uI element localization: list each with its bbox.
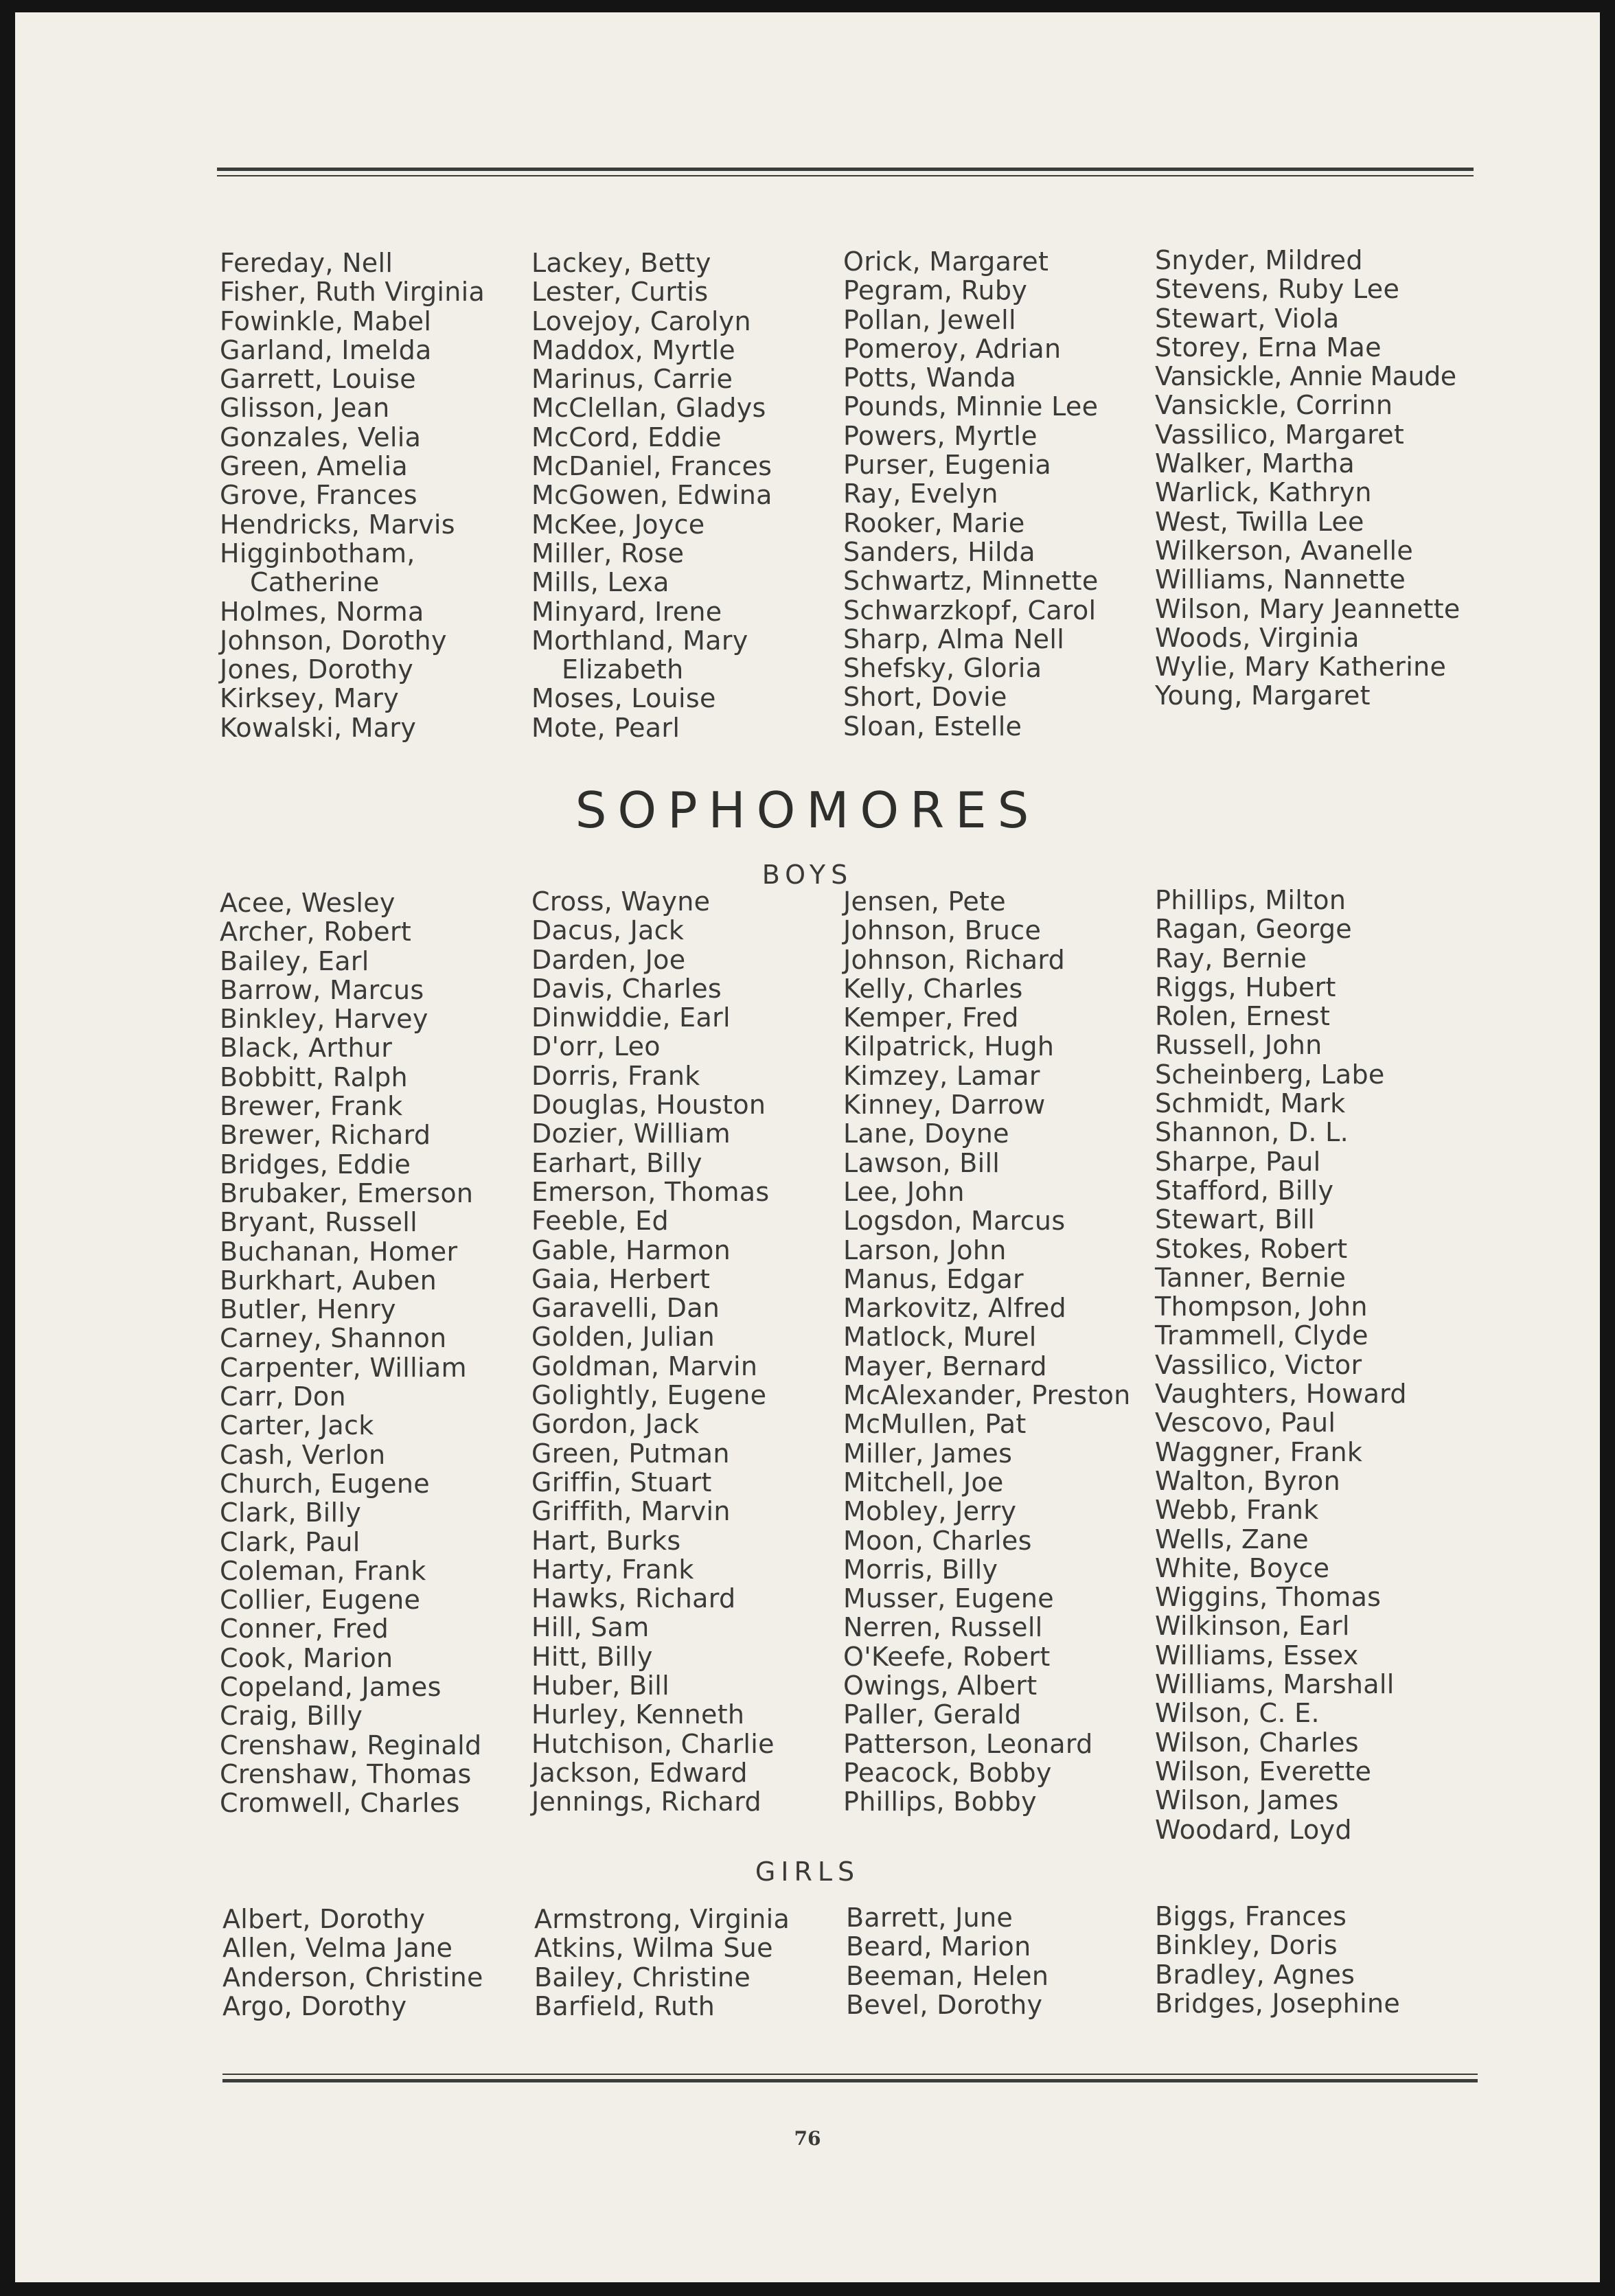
- name-entry: Darden, Joe: [531, 944, 686, 975]
- name-entry: White, Boyce: [1155, 1552, 1330, 1583]
- name-entry: Vassilico, Victor: [1155, 1349, 1362, 1380]
- name-entry: Owings, Albert: [843, 1671, 1038, 1701]
- name-entry: Archer, Robert: [220, 917, 412, 948]
- name-entry: Vansickle, Annie Maude: [1155, 361, 1456, 392]
- name-entry: Dozier, William: [531, 1118, 731, 1149]
- name-entry: McGowen, Edwina: [531, 480, 772, 511]
- name-entry: Craig, Billy: [220, 1701, 363, 1732]
- name-entry: Barrow, Marcus: [220, 974, 424, 1005]
- name-entry: Vaughters, Howard: [1155, 1379, 1407, 1410]
- name-entry: Stafford, Billy: [1155, 1175, 1334, 1206]
- name-entry: Paller, Gerald: [843, 1699, 1022, 1730]
- name-entry: Holmes, Norma: [220, 596, 424, 627]
- name-entry: Wiggins, Thomas: [1155, 1582, 1382, 1613]
- name-entry: Rooker, Marie: [843, 507, 1025, 538]
- name-entry: Warlick, Kathryn: [1155, 477, 1372, 508]
- name-entry: Binkley, Doris: [1155, 1930, 1338, 1961]
- name-entry: Marinus, Carrie: [531, 364, 733, 395]
- name-entry: Woods, Virginia: [1155, 622, 1360, 653]
- name-entry: Douglas, Houston: [531, 1090, 766, 1121]
- name-entry: Jennings, Richard: [531, 1787, 761, 1817]
- name-entry: Brewer, Richard: [220, 1120, 431, 1151]
- name-entry: Vassilico, Margaret: [1155, 419, 1405, 450]
- name-entry: Higginbotham,: [220, 538, 415, 569]
- name-entry: Musser, Eugene: [843, 1583, 1054, 1614]
- name-entry: Dinwiddie, Earl: [531, 1002, 731, 1033]
- name-entry: Shannon, D. L.: [1155, 1117, 1349, 1148]
- name-entry: Mitchell, Joe: [843, 1467, 1004, 1497]
- name-entry: Binkley, Harvey: [220, 1004, 428, 1035]
- name-entry: Wilkerson, Avanelle: [1155, 535, 1413, 566]
- top-double-rule: [217, 168, 1474, 181]
- name-entry: Earhart, Billy: [531, 1147, 702, 1178]
- name-entry: Lee, John: [843, 1176, 965, 1207]
- name-entry: McKee, Joyce: [531, 509, 705, 540]
- name-entry: Jones, Dorothy: [220, 654, 414, 685]
- name-entry: McAlexander, Preston: [843, 1380, 1131, 1411]
- name-entry: Golightly, Eugene: [531, 1380, 767, 1411]
- name-entry: Church, Eugene: [220, 1468, 430, 1499]
- name-entry: Carr, Don: [220, 1381, 346, 1412]
- boys-column-3: [843, 887, 1152, 1817]
- name-entry: Cromwell, Charles: [220, 1788, 460, 1819]
- name-entry: O'Keefe, Robert: [843, 1641, 1051, 1672]
- name-entry-continuation: Elizabeth: [562, 654, 684, 685]
- name-entry: Green, Amelia: [220, 451, 408, 482]
- name-entry: Phillips, Bobby: [843, 1787, 1037, 1817]
- name-entry: Mote, Pearl: [531, 712, 680, 743]
- name-entry: Mayer, Bernard: [843, 1351, 1047, 1381]
- name-entry: Maddox, Myrtle: [531, 334, 735, 365]
- girls-column-3: [846, 1903, 1155, 2019]
- name-entry: Walker, Martha: [1155, 448, 1355, 479]
- name-entry: Carter, Jack: [220, 1410, 374, 1441]
- name-entry: Clark, Paul: [220, 1526, 360, 1557]
- name-entry: Johnson, Richard: [843, 944, 1066, 975]
- name-entry: Peacock, Bobby: [843, 1757, 1052, 1788]
- name-entry: Garland, Imelda: [220, 334, 432, 365]
- page-number: 76: [794, 2127, 821, 2150]
- name-entry: Pomeroy, Adrian: [843, 333, 1062, 364]
- name-entry: Williams, Marshall: [1155, 1669, 1395, 1700]
- girls-column-2: [534, 1905, 843, 2021]
- name-entry: Anderson, Christine: [222, 1962, 483, 1993]
- name-entry: Trammell, Clyde: [1155, 1320, 1368, 1351]
- name-entry: Brubaker, Emerson: [220, 1178, 474, 1208]
- name-entry: Lovejoy, Carolyn: [531, 306, 751, 336]
- name-entry: Stevens, Ruby Lee: [1155, 274, 1400, 305]
- name-entry: Goldman, Marvin: [531, 1351, 758, 1381]
- name-entry: Fisher, Ruth Virginia: [220, 277, 485, 308]
- name-entry: Lester, Curtis: [531, 277, 709, 308]
- name-entry: Wilson, Mary Jeannette: [1155, 593, 1461, 624]
- name-entry: Ray, Bernie: [1155, 943, 1307, 974]
- name-entry: Bevel, Dorothy: [846, 1989, 1043, 2020]
- name-entry: Copeland, James: [220, 1672, 442, 1703]
- name-entry: Hurley, Kenneth: [531, 1699, 745, 1730]
- name-entry: Stokes, Robert: [1155, 1233, 1348, 1264]
- name-entry: Buchanan, Homer: [220, 1236, 458, 1267]
- name-entry: Dacus, Jack: [531, 915, 685, 946]
- name-entry: Fowinkle, Mabel: [220, 306, 432, 336]
- name-entry: Collier, Eugene: [220, 1585, 421, 1616]
- name-entry: Butler, Henry: [220, 1294, 396, 1325]
- name-entry: Biggs, Frances: [1155, 1901, 1347, 1931]
- name-entry: Bobbitt, Ralph: [220, 1061, 408, 1092]
- name-entry: Emerson, Thomas: [531, 1176, 770, 1207]
- name-entry: Cash, Verlon: [220, 1439, 386, 1470]
- name-entry: Cook, Marion: [220, 1642, 393, 1673]
- name-entry: Snyder, Mildred: [1155, 245, 1363, 275]
- name-entry: Phillips, Milton: [1155, 885, 1347, 915]
- name-entry: Dorris, Frank: [531, 1060, 700, 1091]
- name-entry: Bradley, Agnes: [1155, 1959, 1355, 1990]
- name-entry: Carney, Shannon: [220, 1323, 447, 1354]
- name-entry: Carpenter, William: [220, 1352, 467, 1383]
- name-entry: Wilson, James: [1155, 1785, 1339, 1816]
- name-entry: Wells, Zane: [1155, 1524, 1309, 1554]
- boys-column-4: [1155, 886, 1464, 1844]
- name-entry: Tanner, Bernie: [1155, 1262, 1347, 1293]
- name-entry: Burkhart, Auben: [220, 1265, 437, 1296]
- name-entry: Garavelli, Dan: [531, 1293, 720, 1324]
- name-entry: Bailey, Earl: [220, 945, 369, 976]
- name-entry: Jensen, Pete: [843, 886, 1006, 917]
- name-entry: Sharp, Alma Nell: [843, 623, 1065, 654]
- name-entry: Logsdon, Marcus: [843, 1206, 1066, 1237]
- girls-subheading: GIRLS: [755, 1857, 860, 1887]
- name-entry: Harty, Frank: [531, 1554, 694, 1585]
- name-entry: Johnson, Dorothy: [220, 625, 447, 656]
- name-entry: Davis, Charles: [531, 973, 722, 1004]
- name-entry: Crenshaw, Reginald: [220, 1730, 482, 1760]
- name-entry: Wilkinson, Earl: [1155, 1611, 1350, 1642]
- name-entry: Armstrong, Virginia: [534, 1904, 790, 1934]
- name-entry: Markovitz, Alfred: [843, 1293, 1066, 1324]
- name-entry: Acee, Wesley: [220, 888, 396, 918]
- name-entry: Nerren, Russell: [843, 1612, 1043, 1643]
- name-entry: Hitt, Billy: [531, 1641, 653, 1672]
- name-entry: Lackey, Betty: [531, 248, 711, 278]
- name-entry: Matlock, Murel: [843, 1322, 1037, 1353]
- name-entry: Gable, Harmon: [531, 1235, 731, 1265]
- name-entry: Patterson, Leonard: [843, 1728, 1093, 1759]
- name-entry: Young, Margaret: [1155, 680, 1371, 711]
- name-entry: Scheinberg, Labe: [1155, 1059, 1385, 1090]
- name-entry: Mills, Lexa: [531, 567, 669, 598]
- name-entry: Atkins, Wilma Sue: [534, 1933, 773, 1964]
- name-entry: Stewart, Viola: [1155, 303, 1340, 334]
- name-entry: Pegram, Ruby: [843, 275, 1028, 306]
- name-entry: Moon, Charles: [843, 1525, 1032, 1556]
- name-entry: Griffith, Marvin: [531, 1496, 731, 1527]
- name-entry: Wilson, C. E.: [1155, 1698, 1320, 1729]
- name-entry: Schmidt, Mark: [1155, 1088, 1346, 1119]
- name-entry: Schwartz, Minnette: [843, 566, 1099, 597]
- name-entry: Thompson, John: [1155, 1292, 1368, 1322]
- name-entry: Powers, Myrtle: [843, 420, 1038, 451]
- name-entry: Hawks, Richard: [531, 1583, 736, 1614]
- name-entry: Barrett, June: [846, 1903, 1013, 1933]
- name-entry: Minyard, Irene: [531, 596, 722, 627]
- name-entry: Pounds, Minnie Lee: [843, 391, 1099, 422]
- name-entry: Manus, Edgar: [843, 1263, 1024, 1294]
- girls-column-4: [1155, 1902, 1464, 2018]
- name-entry: Grove, Frances: [220, 480, 417, 511]
- name-entry: Waggner, Frank: [1155, 1436, 1363, 1467]
- name-entry: Kilpatrick, Hugh: [843, 1031, 1055, 1062]
- name-entry: Miller, Rose: [531, 538, 685, 569]
- name-entry: Sloan, Estelle: [843, 711, 1022, 742]
- name-entry: Gordon, Jack: [531, 1409, 700, 1440]
- name-entry: Garrett, Louise: [220, 364, 416, 395]
- name-entry: Albert, Dorothy: [222, 1904, 426, 1934]
- name-entry: Glisson, Jean: [220, 393, 390, 424]
- name-entry: Riggs, Hubert: [1155, 972, 1336, 1002]
- name-entry: Johnson, Bruce: [843, 915, 1042, 946]
- name-entry: McMullen, Pat: [843, 1409, 1027, 1440]
- name-entry: Short, Dovie: [843, 682, 1007, 713]
- continued-column-3: [843, 247, 1152, 741]
- name-entry: Kirksey, Mary: [220, 683, 400, 714]
- name-entry: Feeble, Ed: [531, 1206, 669, 1237]
- name-entry: Potts, Wanda: [843, 363, 1017, 393]
- continued-column-2: [531, 249, 840, 742]
- name-entry: Beard, Marion: [846, 1931, 1031, 1962]
- name-entry: Kinney, Darrow: [843, 1090, 1046, 1121]
- name-entry: Williams, Nannette: [1155, 564, 1406, 595]
- name-entry: D'orr, Leo: [531, 1031, 661, 1062]
- name-entry: Jackson, Edward: [531, 1757, 748, 1788]
- name-entry: Hendricks, Marvis: [220, 509, 455, 540]
- name-entry: Gaia, Herbert: [531, 1263, 711, 1294]
- name-entry: Argo, Dorothy: [222, 1990, 407, 2021]
- name-entry: Kemper, Fred: [843, 1002, 1019, 1033]
- name-entry: Huber, Bill: [531, 1671, 669, 1701]
- name-entry: Storey, Erna Mae: [1155, 332, 1382, 363]
- name-entry: Gonzales, Velia: [220, 422, 422, 452]
- name-entry: Bridges, Josephine: [1155, 1988, 1401, 2019]
- continued-column-1: [220, 249, 529, 742]
- name-entry: Allen, Velma Jane: [222, 1933, 453, 1964]
- name-entry: Bridges, Eddie: [220, 1149, 411, 1180]
- name-entry: Mobley, Jerry: [843, 1496, 1017, 1527]
- boys-subheading: BOYS: [761, 860, 854, 890]
- name-entry: McClellan, Gladys: [531, 393, 766, 424]
- sophomores-heading: SOPHOMORES: [575, 781, 1040, 839]
- name-entry: Morthland, Mary: [531, 625, 748, 656]
- name-entry: Wilson, Charles: [1155, 1727, 1359, 1758]
- name-entry: Black, Arthur: [220, 1033, 393, 1064]
- name-entry: Hart, Burks: [531, 1525, 681, 1556]
- name-entry: Shefsky, Gloria: [843, 653, 1042, 684]
- bottom-double-rule: [222, 2074, 1478, 2087]
- name-entry: Ray, Evelyn: [843, 479, 998, 509]
- name-entry: Stewart, Bill: [1155, 1204, 1316, 1235]
- name-entry: Williams, Essex: [1155, 1640, 1359, 1671]
- name-entry: Barfield, Ruth: [534, 1990, 715, 2021]
- name-entry: Webb, Frank: [1155, 1495, 1319, 1526]
- name-entry: Coleman, Frank: [220, 1555, 426, 1586]
- name-entry: Sharpe, Paul: [1155, 1146, 1321, 1177]
- name-entry: Morris, Billy: [843, 1554, 998, 1585]
- name-entry: Beeman, Helen: [846, 1960, 1049, 1991]
- continued-column-4: [1155, 246, 1464, 711]
- name-entry: Sanders, Hilda: [843, 536, 1035, 567]
- name-entry: Clark, Billy: [220, 1497, 361, 1528]
- name-entry: Brewer, Frank: [220, 1091, 403, 1122]
- name-entry: Cross, Wayne: [531, 886, 711, 917]
- name-entry: Lane, Doyne: [843, 1118, 1009, 1149]
- name-entry: Vescovo, Paul: [1155, 1408, 1336, 1438]
- boys-column-2: [531, 887, 840, 1817]
- girls-column-1: [222, 1905, 531, 2021]
- name-entry: Woodard, Loyd: [1155, 1814, 1352, 1845]
- name-entry: Green, Putman: [531, 1438, 730, 1469]
- name-entry: McDaniel, Frances: [531, 451, 772, 482]
- name-entry: Larson, John: [843, 1235, 1007, 1265]
- name-entry: West, Twilla Lee: [1155, 506, 1364, 537]
- name-entry: Bailey, Christine: [534, 1962, 751, 1993]
- name-entry: Kimzey, Lamar: [843, 1060, 1040, 1091]
- name-entry: Schwarzkopf, Carol: [843, 595, 1097, 625]
- name-entry: Conner, Fred: [220, 1614, 389, 1644]
- name-entry: Crenshaw, Thomas: [220, 1758, 472, 1789]
- name-entry: Orick, Margaret: [843, 246, 1049, 277]
- name-entry: Wylie, Mary Katherine: [1155, 652, 1447, 682]
- name-entry: Moses, Louise: [531, 683, 716, 714]
- name-entry: Ragan, George: [1155, 914, 1352, 945]
- name-entry: Golden, Julian: [531, 1322, 715, 1353]
- name-entry: Kelly, Charles: [843, 973, 1023, 1004]
- name-entry: Kowalski, Mary: [220, 712, 417, 743]
- name-entry: Bryant, Russell: [220, 1207, 417, 1238]
- name-entry: Miller, James: [843, 1438, 1013, 1469]
- name-entry: Walton, Byron: [1155, 1465, 1340, 1496]
- name-entry: Russell, John: [1155, 1030, 1322, 1061]
- name-entry: Griffin, Stuart: [531, 1467, 712, 1497]
- yearbook-page: [15, 12, 1600, 2282]
- name-entry: Rolen, Ernest: [1155, 1001, 1331, 1032]
- name-entry: Purser, Eugenia: [843, 450, 1051, 481]
- name-entry: Pollan, Jewell: [843, 304, 1016, 335]
- name-entry: Fereday, Nell: [220, 248, 393, 278]
- boys-column-1: [220, 888, 529, 1818]
- name-entry-continuation: Catherine: [250, 567, 380, 598]
- name-entry: Hill, Sam: [531, 1612, 650, 1643]
- name-entry: Wilson, Everette: [1155, 1756, 1372, 1787]
- name-entry: Vansickle, Corrinn: [1155, 390, 1393, 421]
- name-entry: Lawson, Bill: [843, 1147, 1000, 1178]
- name-entry: Hutchison, Charlie: [531, 1728, 775, 1759]
- name-entry: McCord, Eddie: [531, 422, 722, 452]
